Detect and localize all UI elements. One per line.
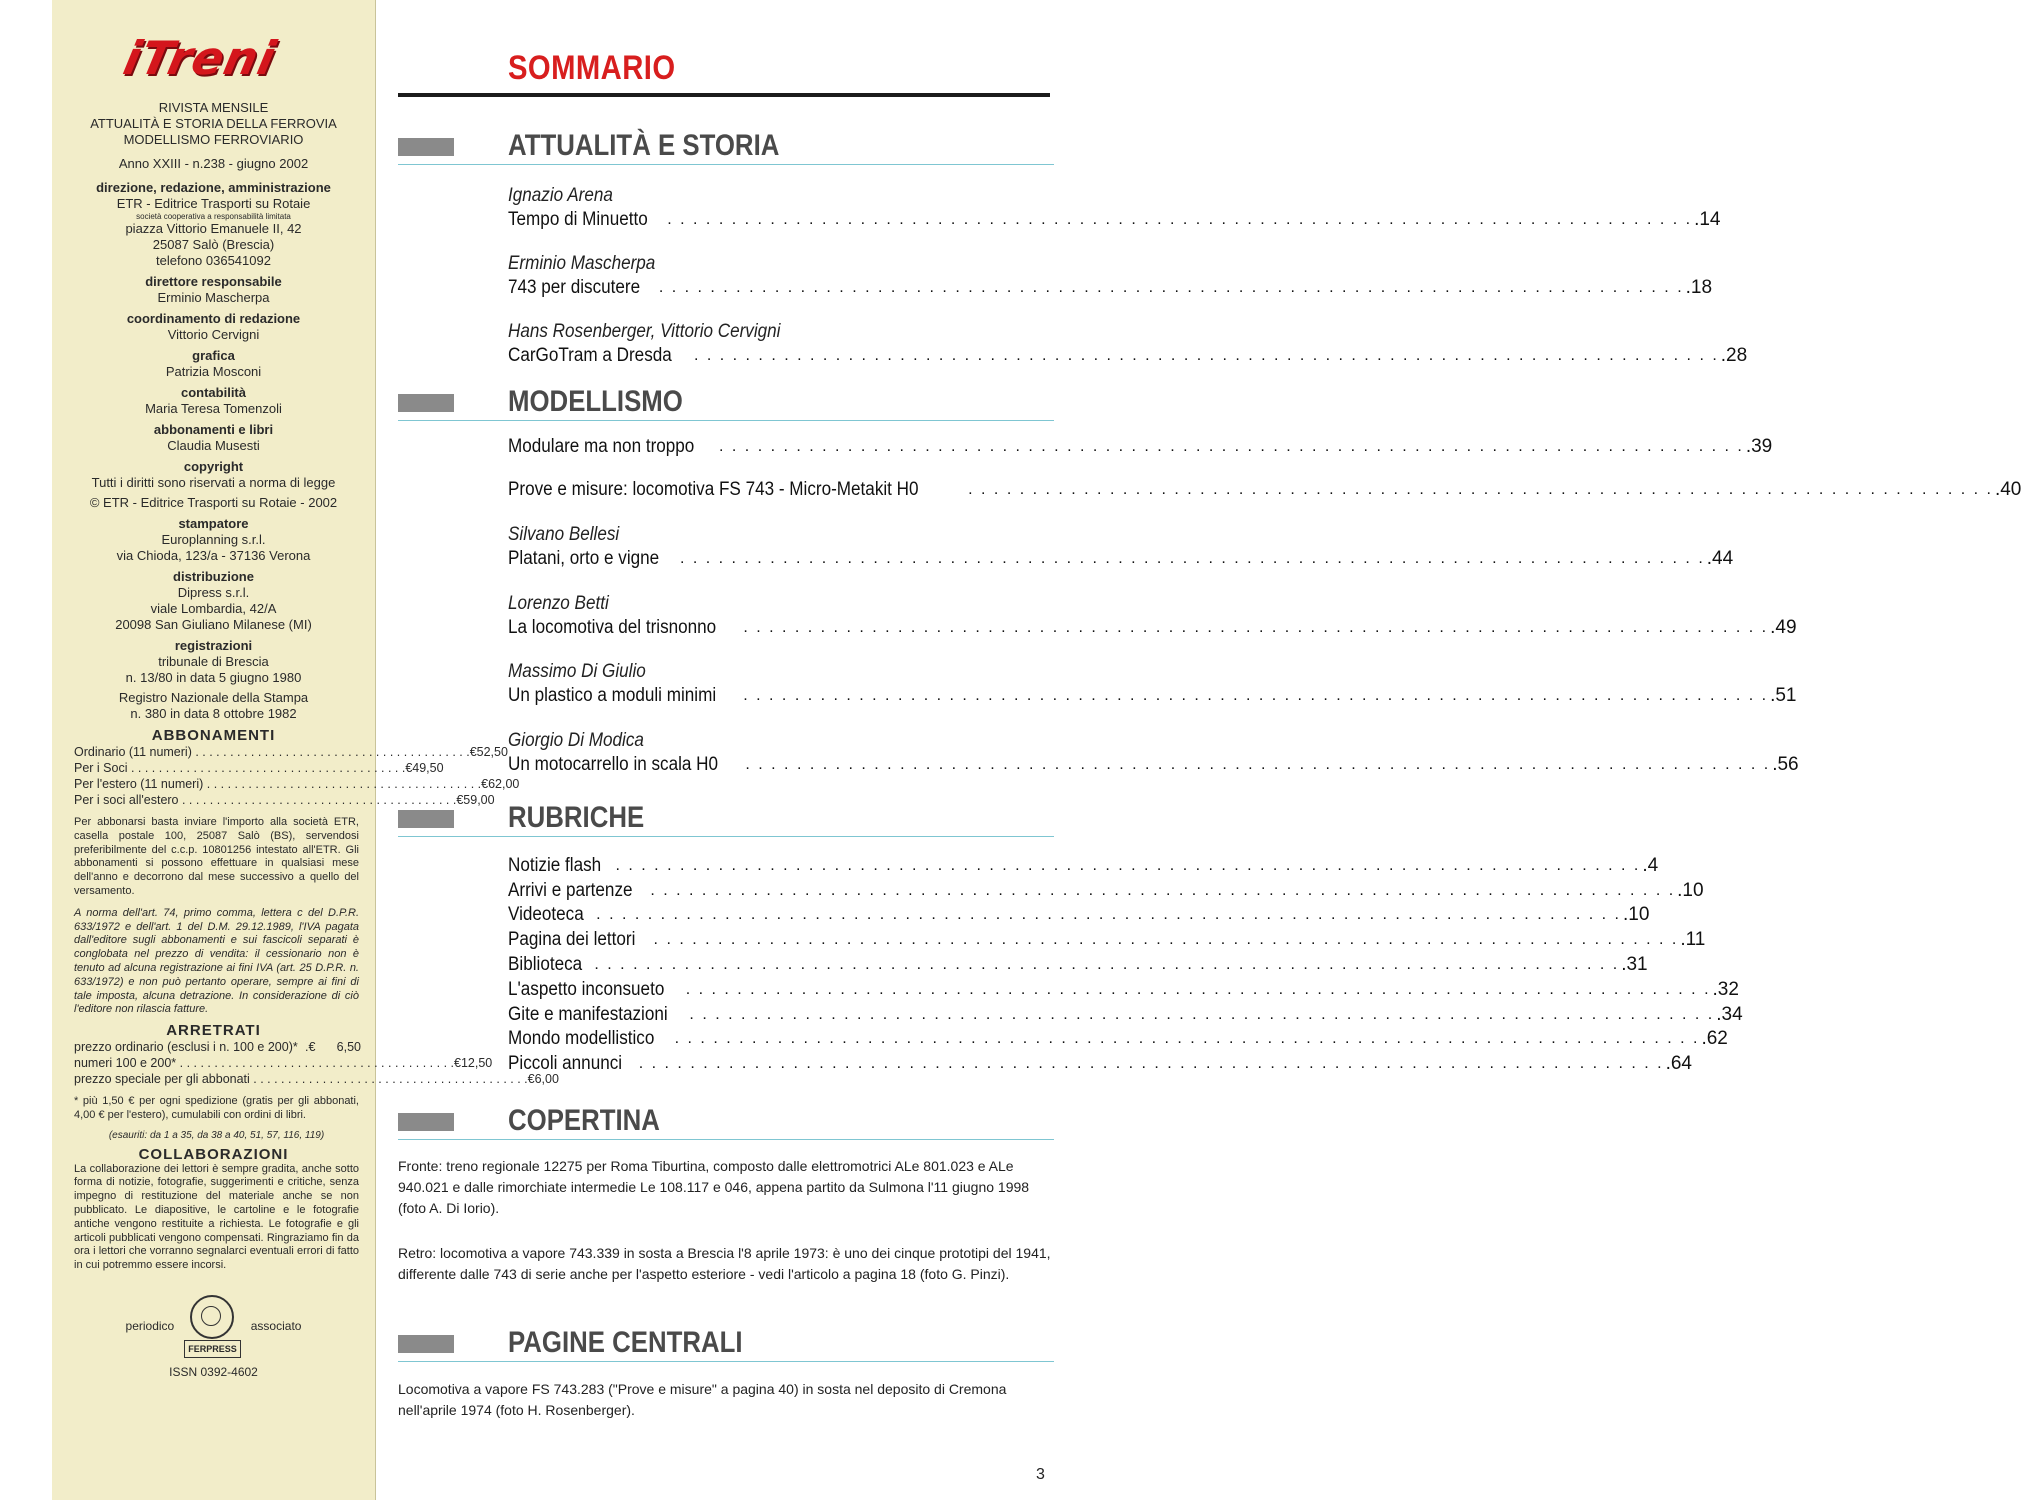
credit-line: © ETR - Editrice Trasporti su Rotaie - 2002 (89, 495, 338, 510)
section-header-modellismo (398, 384, 1054, 421)
wheel-icon (190, 1295, 234, 1339)
section-header-attualita (398, 128, 1054, 165)
credit-block (60, 516, 367, 564)
page-number: 3 (1036, 1466, 1045, 1483)
entry-title: Arrivi e partenze (508, 880, 633, 901)
article-author: Lorenzo Betti (508, 593, 609, 614)
credit-block (60, 422, 367, 454)
collaborazioni-heading: COLLABORAZIONI (138, 1145, 289, 1163)
credit-line: Europlanning s.r.l. (161, 532, 266, 547)
entry-page: .51 (1770, 685, 1797, 706)
article-author: Massimo Di Giulio (508, 661, 646, 682)
entry-page: .64 (1665, 1053, 1692, 1074)
shipping-note: * più 1,50 € per ogni spedizione (gratis per gli abbonati, 4,00 € per l'estero), cumulabili con ordini di libri. (74, 1095, 359, 1121)
toc-entry[interactable] (508, 616, 1797, 640)
leader-dots: . . . . . . . . . . . . . . . . . . . . . . . . . . . . . . . . . . . . . . . . . . . . . . . . . . . . . . . . . . . . . . . . . . . . . . . . . . . . . . . . (685, 981, 1711, 998)
credit-heading: abbonamenti e libri (153, 422, 274, 437)
entry-page: .32 (1712, 979, 1739, 1000)
entry-title: L'aspetto inconsueto (508, 979, 665, 1000)
price-currency: .€ (305, 1040, 316, 1055)
price-label: Ordinario (11 numeri) . . . . . . . . . . . . . . . . . . . . . . . . . . . . . . . . . . . . . . . . (74, 745, 470, 759)
toc-entry[interactable] (508, 684, 1797, 708)
price-currency: € (527, 1072, 535, 1087)
entry-page: .39 (1745, 436, 1773, 457)
credit-block (60, 348, 367, 380)
credit-heading: registrazioni (174, 638, 253, 653)
section-header-rubriche (398, 800, 1054, 837)
credit-block (60, 638, 367, 722)
entry-title: Tempo di Minuetto (508, 209, 648, 230)
credit-line: Patrizia Mosconi (165, 364, 262, 379)
sold-out-note: (esauriti: da 1 a 35, da 38 a 40, 51, 57, 116, 119) (108, 1129, 325, 1141)
leader-dots: . . . . . . . . . . . . . . . . . . . . . . . . . . . . . . . . . . . . . . . . . . . . . . . . . . . . . . . . . . . . . . . . . . . . . . . . . . . . . . . . (650, 882, 1676, 899)
entry-page: .11 (1680, 929, 1706, 950)
toc-entry[interactable] (508, 854, 1659, 878)
entry-title: Mondo modellistico (508, 1028, 655, 1049)
toc-entry[interactable] (508, 953, 1648, 977)
credit-line: viale Lombardia, 42/A (150, 601, 277, 616)
price-label: prezzo speciale per gli abbonati . . . . . . . . . . . . . . . . . . . . . . . . . . . . . . . . . . . . . . . . (74, 1072, 528, 1087)
entry-page: .44 (1706, 548, 1734, 569)
credit-line: ETR - Editrice Trasporti su Rotaie (116, 196, 311, 211)
section-bar (398, 1335, 454, 1353)
ferpress-badge (60, 1295, 367, 1358)
price-value: 62,00 (488, 777, 520, 791)
toc-entry[interactable] (508, 928, 1706, 952)
entry-title: Un motocarrello in scala H0 (508, 754, 719, 775)
leader-dots: . . . . . . . . . . . . . . . . . . . . . . . . . . . . . . . . . . . . . . . . . . . . . . . . . . . . . . . . . . . . . . . . . . . . . . . . . . . . . . . . (693, 347, 1719, 364)
section-bar (398, 1113, 454, 1131)
credit-block (60, 569, 367, 633)
credit-line: Claudia Musesti (167, 438, 260, 453)
toc-entry[interactable] (508, 978, 1739, 1002)
entry-title: Gite e manifestazioni (508, 1004, 668, 1025)
credit-block (60, 459, 367, 511)
credit-line: 20098 San Giuliano Milanese (MI) (115, 617, 312, 632)
price-value: 52,50 (476, 745, 508, 759)
entry-page: .62 (1701, 1028, 1728, 1049)
price-value: 59,00 (463, 793, 495, 807)
leader-dots: . . . . . . . . . . . . . . . . . . . . . . . . . . . . . . . . . . . . . . . . . . . . . . . . . . . . . . . . . . . . . . . . . . . . . . . . . . . . . . . . (638, 1055, 1664, 1072)
credit-heading: direzione, redazione, amministrazione (96, 180, 331, 195)
entry-page: .28 (1720, 345, 1748, 366)
toc-entry[interactable] (508, 478, 2021, 502)
section-title: ATTUALITÀ E STORIA (508, 129, 780, 162)
toc-entry[interactable] (508, 1027, 1728, 1051)
leader-dots: . . . . . . . . . . . . . . . . . . . . . . . . . . . . . . . . . . . . . . . . . . . . . . . . . . . . . . . . . . . . . . . . . . . . . . . . . . . . . . . . (596, 906, 1621, 923)
issn: ISSN 0392-4602 (169, 1364, 258, 1379)
section-bar (398, 138, 454, 156)
price-value: 6,00 (534, 1072, 559, 1087)
price-row (60, 776, 520, 792)
masthead-line: ATTUALITÀ E STORIA DELLA FERROVIA (90, 116, 337, 131)
credit-heading: grafica (192, 348, 235, 363)
leader-dots: . . . . . . . . . . . . . . . . . . . . . . . . . . . . . . . . . . . . . . . . . . . . . . . . . . . . . . . . . . . . . . . . . . . . . . . . . . . . . . . . (679, 550, 1705, 567)
price-row (60, 1039, 367, 1055)
leader-dots: . . . . . . . . . . . . . . . . . . . . . . . . . . . . . . . . . . . . . . . . . . . . . . . . . . . . . . . . . . . . . . . . . . . . . . . . . . . . . . . . (745, 756, 1771, 773)
price-currency: € (405, 761, 413, 775)
price-value: 6,50 (336, 1040, 361, 1055)
entry-title: Videoteca (508, 904, 584, 925)
toc-entry[interactable] (508, 435, 1773, 459)
price-label: Per i soci all'estero . . . . . . . . . . . . . . . . . . . . . . . . . . . . . . . . . . . . . . . . (74, 793, 457, 807)
cover-front-caption: Fronte: treno regionale 12275 per Roma Tiburtina, composto dalle elettromotrici ALe 801.023 e ALe 940.021 e dalle rimorchiate intermedie Le 108.117 e 046, appena partito da Sulmona l'11 giugno 1998 (foto A. Di Iorio). (398, 1158, 1030, 1216)
entry-page: .40 (1994, 479, 2021, 500)
leader-dots: . . . . . . . . . . . . . . . . . . . . . . . . . . . . . . . . . . . . . . . . . . . . . . . . . . . . . . . . . . . . . . . . . . . . . . . . . . . . . . . . (968, 481, 1993, 498)
credit-heading: contabilità (180, 385, 246, 400)
article-author: Silvano Bellesi (508, 524, 620, 545)
price-value: 49,50 (412, 761, 444, 775)
credit-line: Registro Nazionale della Stampa (118, 690, 309, 705)
toc-entry[interactable] (508, 208, 1721, 232)
article-author: Ignazio Arena (508, 185, 613, 206)
entry-title: CarGoTram a Dresda (508, 345, 672, 366)
credit-heading: copyright (183, 459, 244, 474)
toc-entry[interactable] (508, 344, 1748, 368)
toc-entry[interactable] (508, 276, 1713, 300)
entry-page: .31 (1621, 954, 1648, 975)
credit-heading: distribuzione (173, 569, 254, 584)
price-label: Per i Soci . . . . . . . . . . . . . . . . . . . . . . . . . . . . . . . . . . . . . . . . (74, 761, 406, 775)
section-title: PAGINE CENTRALI (508, 1326, 743, 1359)
credit-line: tribunale di Brescia (158, 654, 269, 669)
credit-block (60, 385, 367, 417)
collaborazioni-text: La collaborazione dei lettori è sempre gradita, anche sotto forma di notizie, fotografie, suggerimenti e critiche, senza impegno di restituzione del materiale anche se non pubblicato. Le diapositive, le cartoline e le fotografie antiche vengono restituite a richiesta. Le fotografie e gli articoli pubblicati vengono compensati. Ringraziamo fin da ora i lettori che vorranno segnalarci eventuali errori di fatto in cui potremmo essere incorsi. (74, 1162, 359, 1272)
entry-title: La locomotiva del trisnonno (508, 617, 717, 638)
price-row (60, 792, 495, 808)
section-bar (398, 394, 454, 412)
entry-title: Pagina dei lettori (508, 929, 636, 950)
credit-line: Vittorio Cervigni (167, 327, 260, 342)
toc-entry[interactable] (508, 753, 1799, 777)
entry-title: Modulare ma non troppo (508, 436, 695, 457)
centerfold-caption: Locomotiva a vapore FS 743.283 ("Prove e misure" a pagina 40) in sosta nel deposito di Cremona nell'aprile 1974 (foto H. Rosenberger). (398, 1381, 1007, 1418)
credit-block (60, 274, 367, 306)
entry-page: .49 (1770, 617, 1797, 638)
section-title: COPERTINA (508, 1104, 660, 1137)
masthead-line: RIVISTA MENSILE (158, 100, 269, 115)
badge-left-label: periodico (125, 1319, 175, 1334)
entry-title: Un plastico a moduli minimi (508, 685, 717, 706)
section-title: MODELLISMO (508, 385, 683, 418)
price-row (60, 1055, 493, 1071)
credit-block (60, 311, 367, 343)
page-title: SOMMARIO (508, 49, 676, 87)
price-label: numeri 100 e 200* . . . . . . . . . . . . . . . . . . . . . . . . . . . . . . . . . . . . . . . . (74, 1056, 454, 1071)
treni-logo: iTreni (119, 31, 281, 85)
credit-heading: coordinamento di redazione (126, 311, 301, 326)
entry-page: .14 (1694, 209, 1721, 230)
credit-line: 25087 Salò (Brescia) (152, 237, 275, 252)
article-author: Erminio Mascherpa (508, 253, 656, 274)
leader-dots: . . . . . . . . . . . . . . . . . . . . . . . . . . . . . . . . . . . . . . . . . . . . . . . . . . . . . . . . . . . . . . . . . . . . . . . . . . . . . . . . (689, 1006, 1715, 1023)
credit-line: Tutti i diritti sono riservati a norma di legge (91, 475, 336, 490)
abbonamenti-heading: ABBONAMENTI (151, 727, 276, 744)
price-row (60, 760, 444, 776)
subscription-note: Per abbonarsi basta inviare l'importo alla società ETR, casella postale 100, 25087 Salò (BS), servendosi preferibilmente del c.c.p. 10801256 intestato all'ETR. Gli abbonamenti si possono effettuare in qualsiasi mese dell'anno e decorrono dal mese successivo a quello del versamento. (74, 816, 359, 897)
toc-entry[interactable] (508, 1003, 1743, 1027)
leader-dots: . . . . . . . . . . . . . . . . . . . . . . . . . . . . . . . . . . . . . . . . . . . . . . . . . . . . . . . . . . . . . . . . . . . . . . . . . . . . . . . . (658, 279, 1684, 296)
credit-line: n. 13/80 in data 5 giugno 1980 (125, 670, 302, 685)
credit-note: società cooperativa a responsabilità limitata (136, 212, 291, 221)
credit-line: Maria Teresa Tomenzoli (145, 401, 282, 416)
leader-dots: . . . . . . . . . . . . . . . . . . . . . . . . . . . . . . . . . . . . . . . . . . . . . . . . . . . . . . . . . . . . . . . . . . . . . . . . . . . . . . . . (615, 857, 1641, 874)
article-author: Giorgio Di Modica (508, 730, 644, 751)
entry-page: .34 (1716, 1004, 1743, 1025)
entry-title: Prove e misure: locomotiva FS 743 - Micro-Metakit H0 (508, 479, 919, 500)
price-currency: € (454, 1056, 461, 1071)
section-header-centrali (398, 1325, 1054, 1362)
price-value: 12,50 (460, 1056, 493, 1071)
leader-dots: . . . . . . . . . . . . . . . . . . . . . . . . . . . . . . . . . . . . . . . . . . . . . . . . . . . . . . . . . . . . . . . . . . . . . . . . . . . . . . . . (674, 1030, 1700, 1047)
credit-line: via Chioda, 123/a - 37136 Verona (116, 548, 311, 563)
toc-entry[interactable] (508, 547, 1734, 571)
credit-heading: stampatore (178, 516, 249, 531)
toc-entry[interactable] (508, 879, 1704, 903)
leader-dots: . . . . . . . . . . . . . . . . . . . . . . . . . . . . . . . . . . . . . . . . . . . . . . . . . . . . . . . . . . . . . . . . . . . . . . . . . . . . . . . . (743, 687, 1769, 704)
price-currency: € (481, 777, 489, 791)
toc-entry[interactable] (508, 903, 1650, 927)
price-label: Per l'estero (11 numeri) . . . . . . . . . . . . . . . . . . . . . . . . . . . . . . . . . . . . . . . . (74, 777, 482, 791)
arretrati-heading: ARRETRATI (166, 1022, 261, 1040)
credit-heading: direttore responsabile (145, 274, 282, 289)
credit-line: piazza Vittorio Emanuele II, 42 (125, 221, 302, 236)
entry-page: .4 (1642, 855, 1659, 876)
price-currency: € (456, 793, 464, 807)
leader-dots: . . . . . . . . . . . . . . . . . . . . . . . . . . . . . . . . . . . . . . . . . . . . . . . . . . . . . . . . . . . . . . . . . . . . . . . . . . . . . . . . (719, 438, 1744, 455)
credit-line: Dipress s.r.l. (177, 585, 250, 600)
price-currency: € (469, 745, 477, 759)
entry-page: .10 (1622, 904, 1650, 925)
page-gutter (0, 0, 53, 1500)
section-header-copertina (398, 1103, 1054, 1140)
ferpress-label: FERPRESS (184, 1340, 241, 1358)
ferpress-seal (184, 1295, 241, 1358)
toc-entry[interactable] (508, 1052, 1692, 1076)
leader-dots: . . . . . . . . . . . . . . . . . . . . . . . . . . . . . . . . . . . . . . . . . . . . . . . . . . . . . . . . . . . . . . . . . . . . . . . . . . . . . . . . (667, 211, 1693, 228)
price-row (60, 744, 508, 760)
entry-title: 743 per discutere (508, 277, 641, 298)
price-row (60, 1071, 559, 1087)
leader-dots: . . . . . . . . . . . . . . . . . . . . . . . . . . . . . . . . . . . . . . . . . . . . . . . . . . . . . . . . . . . . . . . . . . . . . . . . . . . . . . . . (743, 619, 1769, 636)
leader-dots: . . . . . . . . . . . . . . . . . . . . . . . . . . . . . . . . . . . . . . . . . . . . . . . . . . . . . . . . . . . . . . . . . . . . . . . . . . . . . . . . (594, 956, 1620, 973)
section-bar (398, 810, 454, 828)
entry-title: Platani, orto e vigne (508, 548, 660, 569)
cover-back-caption: Retro: locomotiva a vapore 743.339 in sosta a Brescia l'8 aprile 1973: è uno dei cinque prototipi del 1941, differente dalle 743 di serie anche per l'aspetto esteriore - vedi l'articolo a pagina 18 (foto G. Pinzi). (398, 1245, 1051, 1282)
masthead-line: MODELLISMO FERROVIARIO (123, 132, 304, 147)
issue-info: Anno XXIII - n.238 - giugno 2002 (118, 156, 309, 171)
entry-title: Biblioteca (508, 954, 583, 975)
leader-dots: . . . . . . . . . . . . . . . . . . . . . . . . . . . . . . . . . . . . . . . . . . . . . . . . . . . . . . . . . . . . . . . . . . . . . . . . . . . . . . . . (653, 931, 1679, 948)
entry-title: Notizie flash (508, 855, 602, 876)
price-label: prezzo ordinario (esclusi i n. 100 e 200)* (74, 1040, 298, 1055)
entry-page: .18 (1685, 277, 1713, 298)
credit-line: n. 380 in data 8 ottobre 1982 (130, 706, 297, 721)
badge-right-label: associato (250, 1319, 302, 1334)
credit-line: telefono 036541092 (156, 253, 271, 268)
credit-block (60, 180, 367, 269)
iva-note: A norma dell'art. 74, primo comma, lettera c del D.P.R. 633/1972 e dell'art. 1 del D.M. 29.12.1989, l'IVA pagata dall'editore sugli abbonamenti e sui fascicoli separati è conglobata nel prezzo di vendita: il cessionario non è tenuto ad alcuna registrazione ai fini IVA (art. 25 D.P.R. n. 633/1972) e non può pertanto operare, sempre ai fini di tale imposta, alcuna detrazione. In considerazione di ciò l'editore non rilascia fatture. (74, 906, 359, 1016)
article-author: Hans Rosenberger, Vittorio Cervigni (508, 321, 781, 342)
entry-page: .56 (1772, 754, 1799, 775)
entry-page: .10 (1677, 880, 1704, 901)
title-rule (398, 93, 1050, 97)
credit-line: Erminio Mascherpa (157, 290, 270, 305)
section-title: RUBRICHE (508, 801, 645, 834)
entry-title: Piccoli annunci (508, 1053, 623, 1074)
